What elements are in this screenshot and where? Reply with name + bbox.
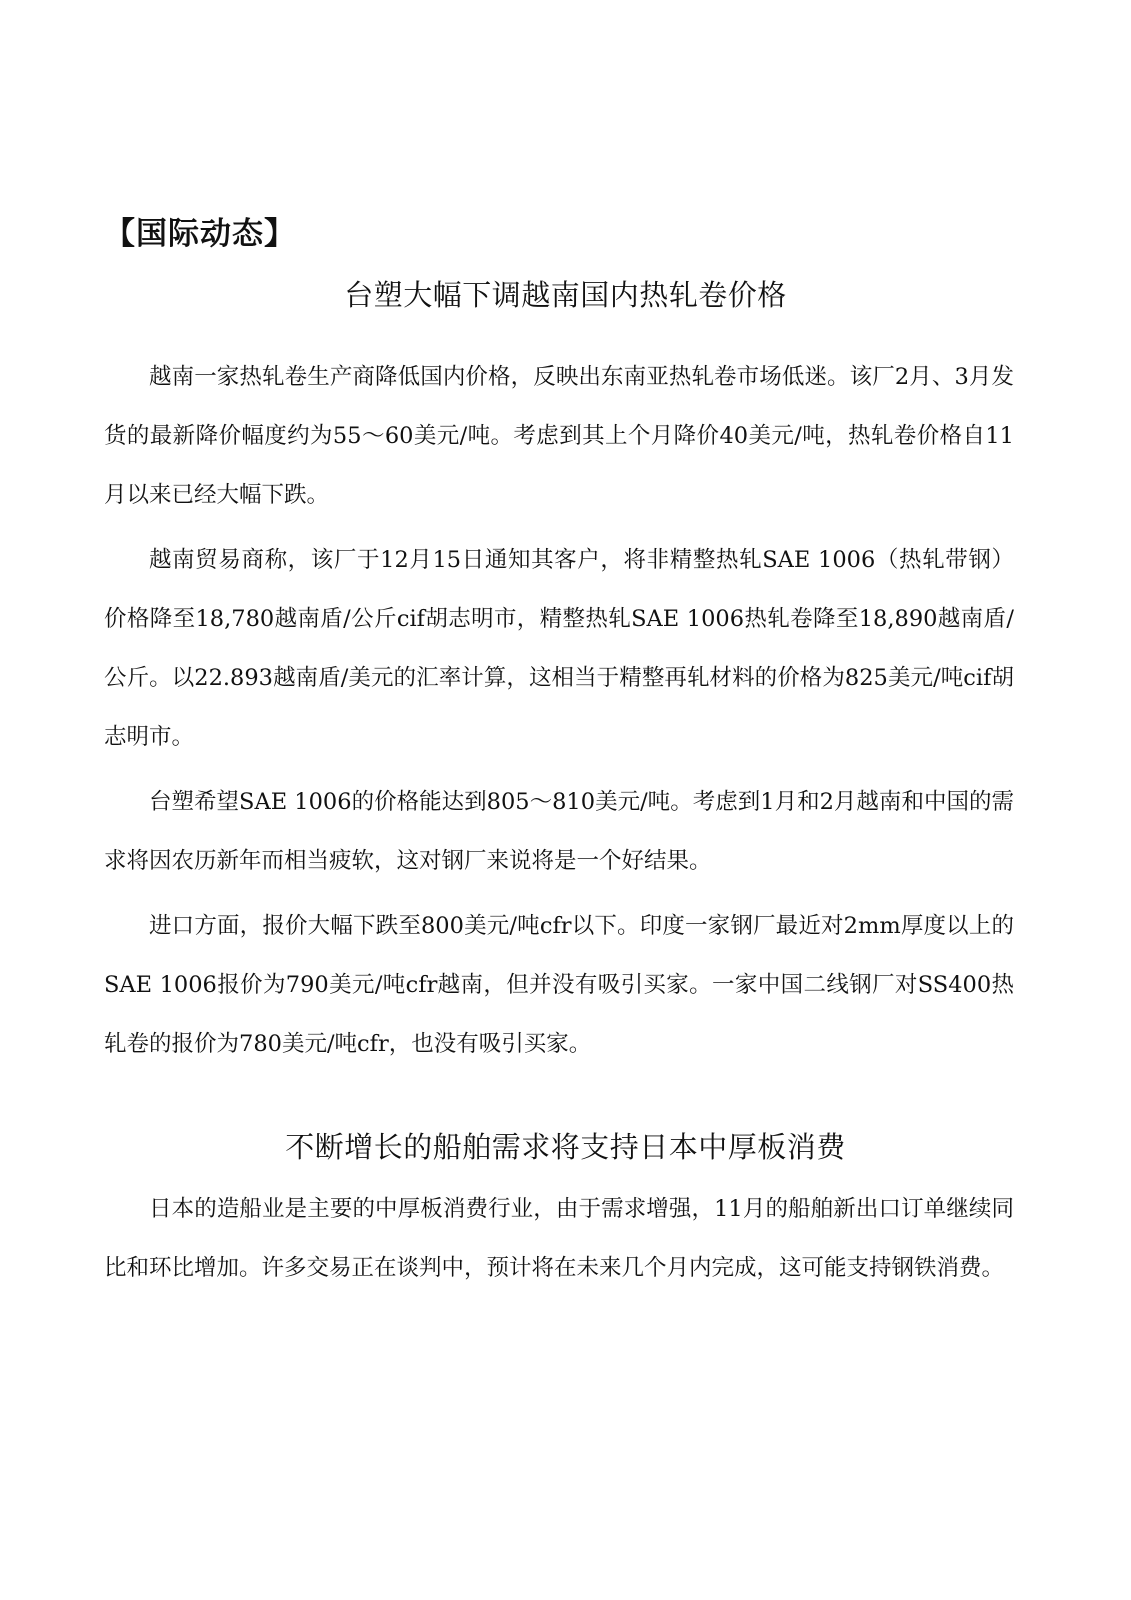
article-paragraph: 台塑希望SAE 1006的价格能达到805～810美元/吨。考虑到1月和2月越南和中国的需求将因农历新年而相当疲软，这对钢厂来说将是一个好结果。 <box>104 789 1014 874</box>
article-paragraph: 日本的造船业是主要的中厚板消费行业，由于需求增强，11月的船舶新出口订单继续同比和环比增加。许多交易正在谈判中，预计将在未来几个月内完成，这可能支持钢铁消费。 <box>104 1196 1014 1281</box>
article-headline: 台塑大幅下调越南国内热轧卷价格 <box>344 278 787 312</box>
article-headline: 不断增长的船舶需求将支持日本中厚板消费 <box>285 1130 846 1164</box>
article-body <box>104 348 1014 1080</box>
article-paragraph: 进口方面，报价大幅下跌至800美元/吨cfr以下。印度一家钢厂最近对2mm厚度以上的SAE 1006报价为790美元/吨cfr越南，但并没有吸引买家。一家中国二线钢厂对SS400热轧卷的报价为780美元/吨cfr，也没有吸引买家。 <box>104 913 1014 1057</box>
section-tag: 【国际动态】 <box>104 216 296 252</box>
article-paragraph: 越南一家热轧卷生产商降低国内价格，反映出东南亚热轧卷市场低迷。该厂2月、3月发货的最新降价幅度约为55～60美元/吨。考虑到其上个月降价40美元/吨，热轧卷价格自11月以来已经大幅下跌。 <box>104 364 1014 508</box>
article-paragraph: 越南贸易商称，该厂于12月15日通知其客户，将非精整热轧SAE 1006（热轧带钢）价格降至18,780越南盾/公斤cif胡志明市，精整热轧SAE 1006热轧卷降至18,890越南盾/公斤。以22.893越南盾/美元的汇率计算，这相当于精整再轧材料的价格为825美元/吨cif胡志明市。 <box>104 547 1014 750</box>
article-body <box>104 1180 1014 1304</box>
